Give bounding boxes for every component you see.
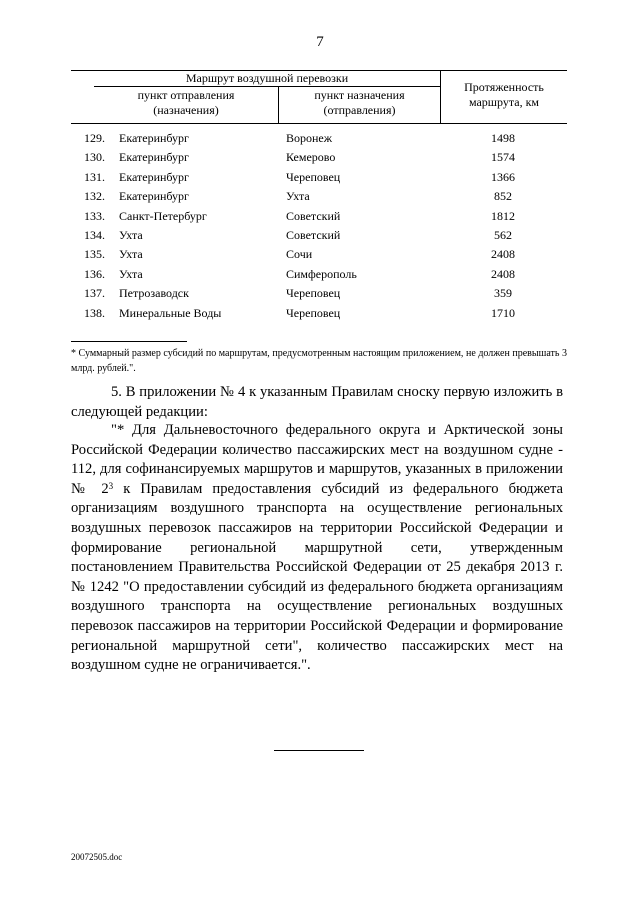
row-from: Екатеринбург [119, 150, 189, 165]
row-number: 133. [84, 208, 105, 223]
row-from: Ухта [119, 227, 143, 242]
paragraph-quoted-footnote [71, 421, 563, 676]
row-number: 134. [84, 227, 105, 242]
row-from: Екатеринбург [119, 169, 189, 184]
row-number: 136. [84, 266, 105, 281]
table-header-to-line1: пункт назначения [314, 88, 405, 102]
table-row [0, 209, 640, 228]
table-row [0, 170, 640, 189]
table-row [0, 131, 640, 150]
table-header-from-line1: пункт отправления [137, 88, 235, 102]
row-from: Екатеринбург [119, 189, 189, 204]
row-number: 132. [84, 189, 105, 204]
table-header-length-line1: Протяженность [464, 80, 544, 94]
page-number: 7 [316, 34, 324, 50]
closing-rule [274, 750, 364, 751]
table-row [0, 306, 640, 325]
row-number: 130. [84, 150, 105, 165]
table-header-length [441, 80, 567, 110]
row-to: Воронеж [286, 131, 333, 145]
row-to: Советский [286, 208, 341, 223]
paragraph-quoted-part1: "* Для Дальневосточного федерального округа и Арктической зоны Российской Федерации количество пассажирских мест на воздушном судне - 112, для софинансируемых маршрутов и маршрутов, указанных в приложении № 2 [71, 422, 563, 497]
row-to: Советский [286, 227, 341, 242]
table-header-group: Маршрут воздушной перевозки [185, 71, 349, 85]
row-from: Ухта [119, 266, 143, 281]
footnote-separator [71, 341, 187, 342]
row-from: Минеральные Воды [119, 305, 222, 320]
row-length: 852 [494, 189, 512, 204]
row-length: 1498 [491, 131, 515, 145]
paragraph-quoted-part2: к Правилам предоставления субсидий из федерального бюджета организациям воздушного транспорта на осуществление региональных воздушных перевозок пассажиров на территории Российской Федерации и формирование региональной маршрутной сети, утвержденным постановлением Правительства Российской Федерации от 25 декабря 2013 г. № 1242 "О предоставлении субсидий из федерального бюджета организациям воздушного транспорта на осуществление региональных воздушных перевозок пассажиров на территории Российской Федерации и формирование региональной маршрутной сети", количество пассажирских мест на воздушном судне не ограничивается.". [71, 480, 564, 674]
row-to: Кемерово [286, 150, 336, 165]
row-length: 359 [494, 286, 512, 301]
row-length: 2408 [491, 247, 515, 262]
footnote: * Суммарный размер субсидий по маршрутам, предусмотренным настоящим приложением, не должен превышать 3 млрд. рублей.". [71, 348, 567, 374]
row-from: Екатеринбург [119, 131, 189, 145]
row-length: 1710 [491, 305, 515, 320]
table-row [0, 247, 640, 266]
table-header-length-line2: маршрута, км [468, 95, 540, 109]
table-row [0, 286, 640, 305]
table-group-rule [94, 86, 440, 87]
row-length: 1574 [491, 150, 515, 165]
row-number: 129. [84, 131, 105, 145]
row-number: 138. [84, 305, 105, 320]
row-length: 2408 [491, 266, 515, 281]
row-to: Сочи [286, 247, 313, 262]
table-header-from [94, 88, 278, 118]
row-length: 562 [494, 227, 512, 242]
row-from: Петрозаводск [119, 286, 189, 301]
table-header-to-line2: (отправления) [323, 103, 396, 117]
row-to: Череповец [286, 169, 341, 184]
superscript-mark: 3 [108, 480, 114, 491]
row-to: Череповец [286, 286, 341, 301]
table-body [0, 131, 640, 325]
table-header-bottom-rule [71, 123, 567, 124]
paragraph-amendment: 5. В приложении № 4 к указанным Правилам сноску первую изложить в следующей редакции: [71, 384, 563, 420]
table-header-from-line2: (назначения) [153, 103, 219, 117]
row-from: Санкт-Петербург [119, 208, 207, 223]
row-number: 137. [84, 286, 105, 301]
row-number: 135. [84, 247, 105, 262]
row-to: Ухта [286, 189, 310, 204]
table-row [0, 189, 640, 208]
row-number: 131. [84, 169, 105, 184]
row-length: 1366 [491, 169, 515, 184]
file-name: 20072505.doc [71, 852, 123, 862]
table-header-to [279, 88, 440, 118]
table-row [0, 150, 640, 169]
row-length: 1812 [491, 208, 515, 223]
table-row [0, 228, 640, 247]
row-to: Череповец [286, 305, 341, 320]
row-to: Симферополь [286, 266, 357, 281]
table-row [0, 267, 640, 286]
row-from: Ухта [119, 247, 143, 262]
